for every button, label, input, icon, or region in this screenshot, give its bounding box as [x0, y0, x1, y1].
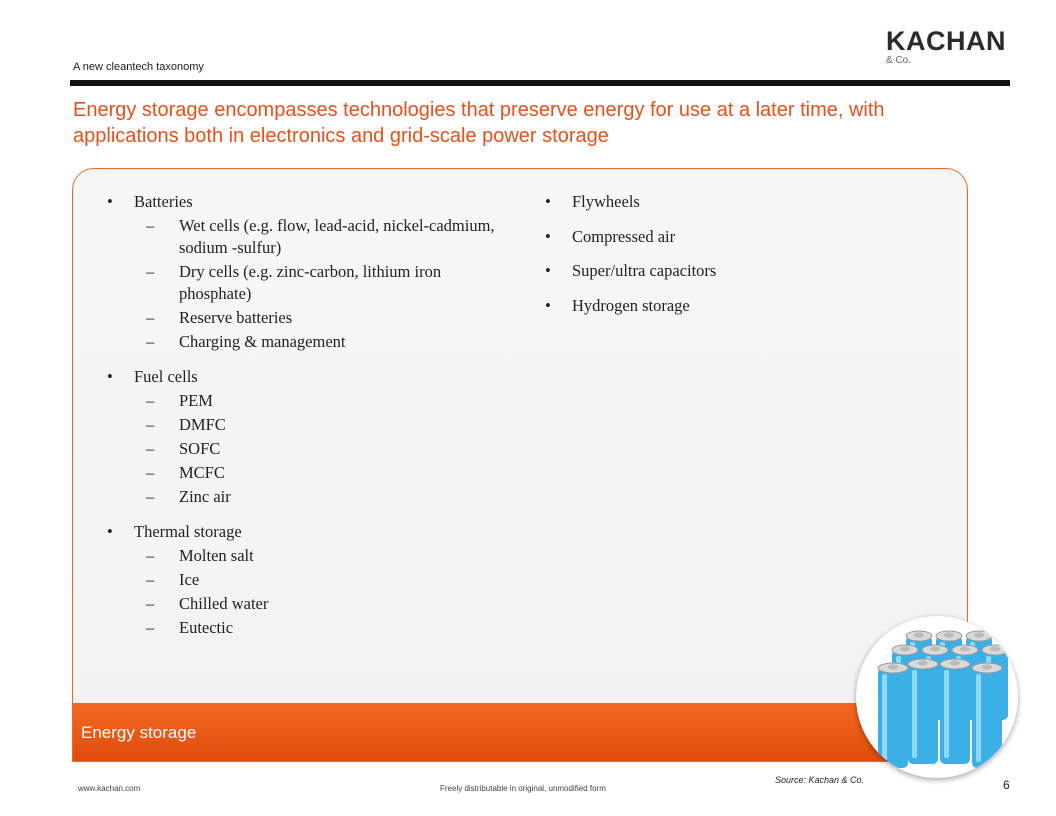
sub-item-label: Charging & management — [179, 332, 346, 351]
dash-icon: – — [146, 332, 155, 351]
dash-icon: – — [146, 570, 155, 589]
sub-list-item — [134, 390, 507, 412]
dash-icon: – — [146, 391, 155, 410]
dash-icon: – — [146, 415, 155, 434]
battery-cell — [972, 663, 1002, 768]
battery-cell — [940, 659, 970, 764]
bullet-icon: • — [545, 192, 551, 211]
sub-item-label: MCFC — [179, 463, 225, 482]
dash-icon: – — [146, 216, 155, 235]
sub-item-label: Dry cells (e.g. zinc-carbon, lithium iron phosphate) — [179, 262, 442, 303]
sub-list — [134, 215, 507, 353]
dash-icon: – — [146, 308, 155, 327]
sub-list-item — [134, 593, 507, 615]
bullet-icon: • — [545, 295, 551, 315]
list-item-label: Fuel cells — [134, 367, 198, 386]
sub-list-item — [134, 486, 507, 508]
sub-list-item — [134, 617, 507, 639]
sub-list-item — [134, 331, 507, 353]
sub-list — [134, 390, 507, 508]
logo-name: KACHAN — [886, 26, 1006, 56]
list-item — [545, 260, 925, 282]
battery-cell — [908, 659, 938, 764]
list-item-label: Super/ultra capacitors — [572, 261, 717, 280]
footer-notice: Freely distributable in original, unmodified form — [440, 784, 606, 793]
dash-icon: – — [146, 594, 155, 613]
bullet-icon: • — [545, 226, 551, 246]
kachan-logo — [886, 28, 1006, 66]
dash-icon: – — [146, 618, 155, 637]
right-column — [545, 191, 925, 317]
content-panel — [72, 168, 968, 762]
sub-item-label: Ice — [179, 570, 200, 589]
sub-list-item — [134, 569, 507, 591]
list-item — [107, 366, 507, 508]
list-item — [107, 521, 507, 639]
battery-cell — [878, 663, 908, 768]
category-bar — [73, 703, 968, 762]
dash-icon: – — [146, 546, 155, 565]
list-item-label: Hydrogen storage — [572, 295, 690, 315]
header-rule — [70, 80, 1010, 86]
sub-item-label: PEM — [179, 391, 213, 410]
sub-item-label: Eutectic — [179, 618, 234, 637]
bullet-icon: • — [107, 522, 113, 541]
bullet-icon: • — [107, 367, 113, 386]
list-item-label: Flywheels — [572, 192, 640, 211]
sub-item-label: Molten salt — [179, 546, 254, 565]
bullet-icon: • — [107, 192, 113, 211]
list-item-label: Thermal storage — [134, 522, 242, 541]
sub-list-item — [134, 438, 507, 460]
list-item-label: Compressed air — [572, 226, 676, 246]
sub-item-label: Zinc air — [179, 487, 231, 506]
list-item — [545, 295, 925, 317]
sub-list-item — [134, 307, 507, 329]
slide-title: Energy storage encompasses technologies that preserve energy for use at a later time, with applications both in electronics and grid-scale power storage — [73, 99, 885, 147]
sub-list — [134, 545, 507, 639]
logo-sub: & Co. — [886, 55, 912, 66]
footer-website: www.kachan.com — [78, 784, 141, 793]
sub-list-item — [134, 462, 507, 484]
category-label: Energy storage — [81, 723, 197, 742]
battery-cells-image — [856, 616, 1018, 778]
sub-item-label: SOFC — [179, 439, 221, 458]
dash-icon: – — [146, 262, 155, 281]
sub-item-label: Reserve batteries — [179, 308, 293, 327]
sub-list-item — [134, 545, 507, 567]
sub-list-item — [134, 215, 507, 259]
dash-icon: – — [146, 487, 155, 506]
sub-item-label: DMFC — [179, 415, 226, 434]
page-number: 6 — [1003, 778, 1010, 792]
list-item — [107, 191, 507, 353]
left-column — [107, 191, 507, 641]
list-item-label: Batteries — [134, 192, 193, 211]
sub-list-item — [134, 261, 507, 305]
list-item — [545, 191, 925, 213]
dash-icon: – — [146, 439, 155, 458]
dash-icon: – — [146, 463, 155, 482]
sub-item-label: Wet cells (e.g. flow, lead-acid, nickel-cadmium, sodium -sulfur) — [179, 216, 495, 257]
bullet-icon: • — [545, 261, 551, 280]
source-note: Source: Kachan & Co. — [775, 775, 865, 785]
battery-photo — [856, 616, 1018, 778]
sub-list-item — [134, 414, 507, 436]
section-label: A new cleantech taxonomy — [73, 61, 204, 73]
list-item — [545, 226, 925, 248]
sub-item-label: Chilled water — [179, 594, 269, 613]
